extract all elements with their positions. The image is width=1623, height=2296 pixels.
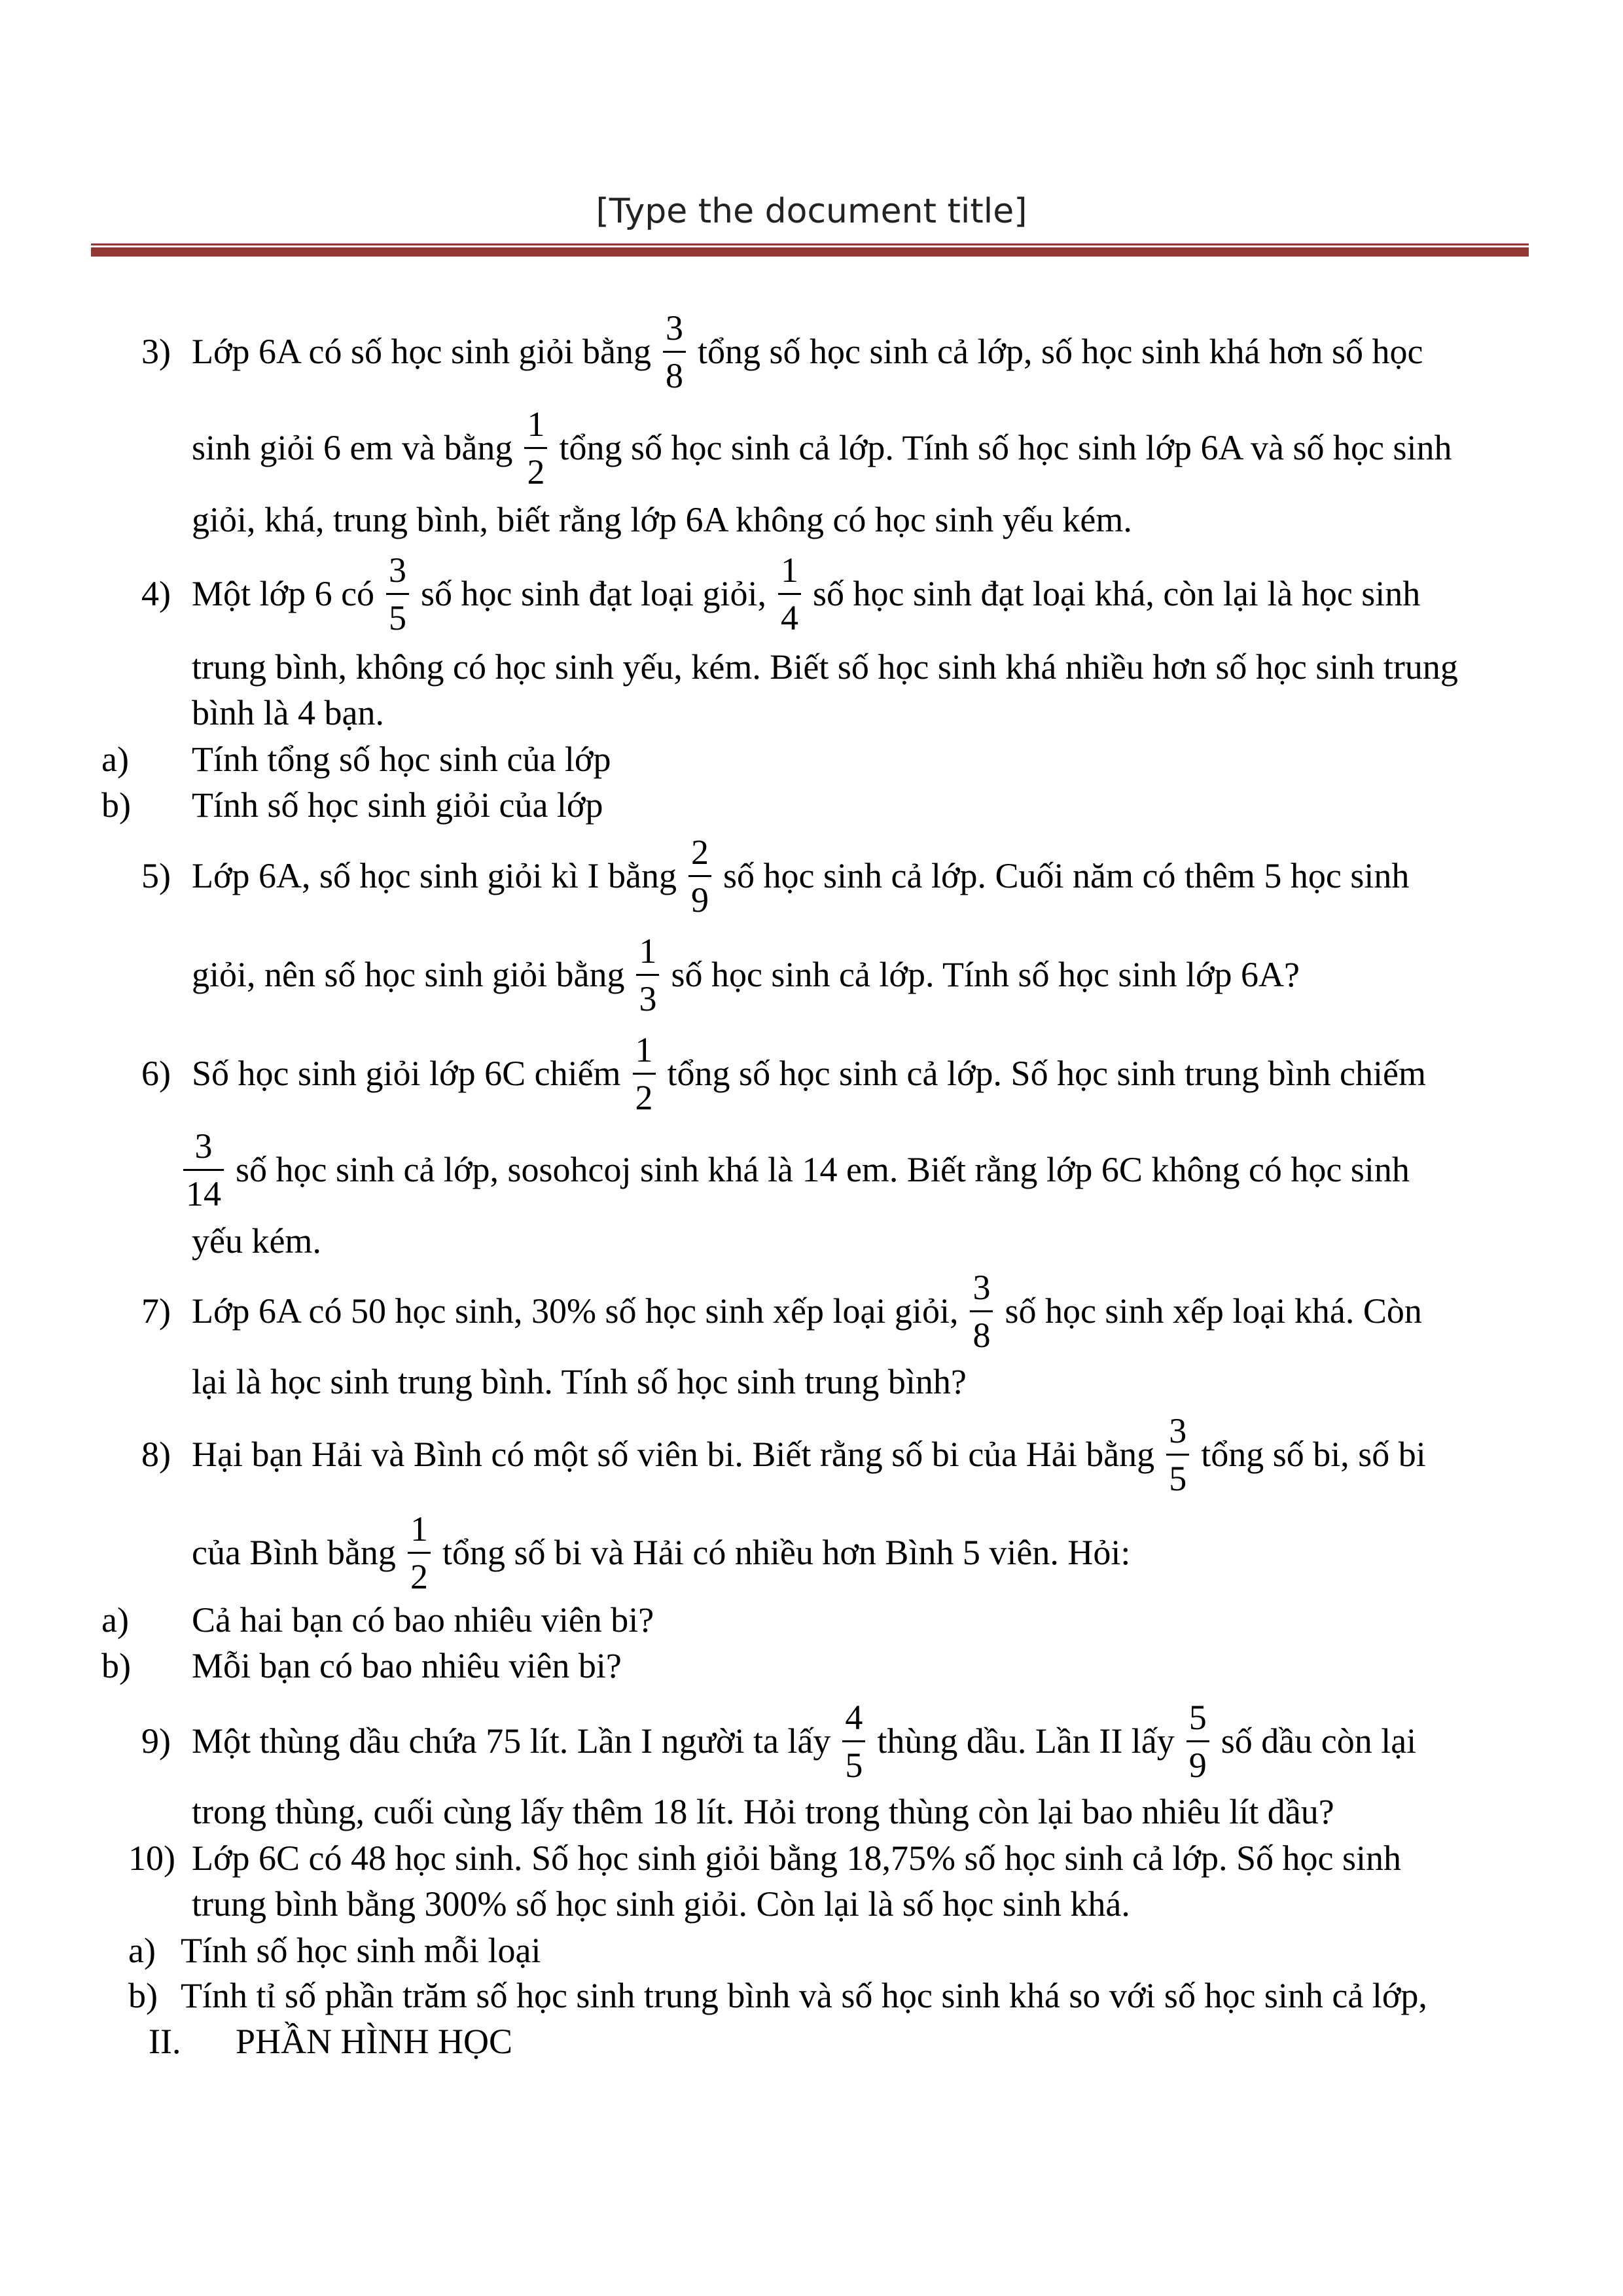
fraction-denominator: 2 [410,1556,428,1596]
fraction-numerator: 1 [527,404,545,444]
problem-5-line-2 [192,931,1300,1018]
problem-4-line-1 [192,550,1420,637]
problem-8-line-1 [192,1410,1426,1498]
fraction-denominator: 9 [1188,1745,1207,1785]
problem-7-text: Lớp 6A có 50 học sinh, 30% số học sinh xếp loại giỏi, [192,1291,959,1331]
fraction-denominator: 14 [186,1174,221,1213]
fraction-denominator: 5 [845,1745,863,1785]
problem-8-b-text: Mỗi bạn có bao nhiêu viên bi? [192,1646,622,1685]
fraction-2-9 [688,834,711,918]
problem-3-text: sinh giỏi 6 em và bằng [192,428,513,467]
fraction-numerator: 4 [845,1697,863,1737]
problem-9-line-1 [192,1697,1416,1785]
problem-9-text: số dầu còn lại [1221,1721,1417,1761]
problem-6-line-3: yếu kém. [192,1221,321,1261]
fraction-numerator: 3 [1169,1410,1187,1450]
problem-4-text: số học sinh đạt loại khá, còn lại là học sinh [813,574,1421,613]
problem-3-text: tổng số học sinh cả lớp. Tính số học sinh lớp 6A và số học sinh [559,428,1452,467]
problem-10-b-label: b) [128,1976,158,2015]
fraction-1-2 [524,406,547,490]
problem-7-line-1 [192,1267,1422,1355]
problem-6-text: số học sinh cả lớp, sosohcoj sinh khá là 14 em. Biết rằng lớp 6C không có học sinh [236,1150,1410,1189]
problem-5-text: số học sinh cả lớp. Tính số học sinh lớp 6A? [671,955,1300,994]
problem-10-a-label: a) [128,1931,156,1970]
problem-3-line-1 [192,308,1423,395]
problem-5-text: giỏi, nên số học sinh giỏi bằng [192,955,625,994]
fraction-numerator: 3 [389,550,407,590]
fraction-numerator: 3 [666,308,683,348]
problem-6-text: tổng số học sinh cả lớp. Số học sinh trung bình chiếm [667,1054,1426,1093]
fraction-3-8 [663,310,686,393]
problem-8-text: Hại bạn Hải và Bình có một số viên bi. Biết rằng số bi của Hải bằng [192,1435,1155,1474]
problem-7-line-2: lại là học sinh trung bình. Tính số học sinh trung bình? [192,1362,967,1401]
fraction-numerator: 1 [410,1509,428,1549]
problem-7-text: số học sinh xếp loại khá. Còn [1005,1291,1422,1331]
fraction-denominator: 9 [691,880,709,920]
fraction-denominator: 8 [666,355,683,395]
problem-6-number: 6) [141,1054,171,1093]
fraction-denominator: 2 [635,1077,653,1117]
problem-8-a-text: Cả hai bạn có bao nhiêu viên bi? [192,1600,654,1640]
problem-3-line-2 [192,404,1452,492]
fraction-1-2 [633,1032,656,1115]
problem-8-text: tổng số bi, số bi [1201,1435,1426,1474]
problem-3-line-3: giỏi, khá, trung bình, biết rằng lớp 6A không có học sinh yếu kém. [192,500,1132,539]
fraction-3-5 [1166,1410,1189,1498]
fraction-denominator: 8 [972,1315,991,1355]
fraction-denominator: 2 [527,452,545,492]
fraction-1-2 [408,1511,431,1594]
problem-9-number: 9) [141,1721,171,1761]
problem-9-line-2: trong thùng, cuối cùng lấy thêm 18 lít. Hỏi trong thùng còn lại bao nhiêu lít dầu? [192,1792,1334,1831]
problem-5-text: số học sinh cả lớp. Cuối năm có thêm 5 học sinh [723,856,1410,895]
problem-4-number: 4) [141,574,171,613]
fraction-numerator: 3 [194,1126,213,1166]
problem-8-text: của Bình bằng [192,1533,396,1572]
problem-4-b-label: b) [101,785,131,825]
problem-6-text: Số học sinh giỏi lớp 6C chiếm [192,1054,621,1093]
problem-3-text: Lớp 6A có số học sinh giỏi bằng [192,332,651,371]
fraction-denominator: 5 [389,598,407,637]
fraction-1-3 [636,933,659,1016]
fraction-denominator: 3 [639,978,657,1018]
fraction-3-8 [970,1267,993,1355]
problem-10-line-2: trung bình bằng 300% số học sinh giỏi. Còn lại là số học sinh khá. [192,1884,1130,1924]
problem-9-text: thùng dầu. Lần II lấy [877,1721,1175,1761]
problem-8-text: tổng số bi và Hải có nhiều hơn Bình 5 viên. Hỏi: [442,1533,1131,1572]
problem-8-line-2 [192,1509,1130,1596]
document-title: [Type the document title] [596,192,1027,231]
problem-10-b-text: Tính tỉ số phần trăm số học sinh trung bình và số học sinh khá so với số học sinh cả lớp, [181,1976,1427,2015]
fraction-3-14 [183,1128,224,1211]
fraction-numerator: 1 [639,931,657,971]
problem-4-b-text: Tính số học sinh giỏi của lớp [192,785,603,825]
problem-8-number: 8) [141,1435,171,1474]
problem-7-number: 7) [141,1291,171,1331]
fraction-5-9 [1186,1697,1209,1785]
problem-4-text: Một lớp 6 có [192,574,375,613]
fraction-denominator: 5 [1169,1458,1187,1498]
problem-6-line-1 [192,1030,1426,1117]
header-rule-thick [91,247,1529,257]
fraction-numerator: 1 [635,1030,653,1069]
problem-4-a-text: Tính tổng số học sinh của lớp [192,740,611,779]
problem-5-number: 5) [141,856,171,895]
problem-4-text: số học sinh đạt loại giỏi, [421,574,766,613]
problem-4-line-2: trung bình, không có học sinh yếu, kém. Biết số học sinh khá nhiều hơn số học sinh trung [192,647,1458,687]
problem-9-text: Một thùng dầu chứa 75 lít. Lần I người ta lấy [192,1721,831,1761]
header-rule-thin [91,243,1529,245]
problem-10-a-text: Tính số học sinh mỗi loại [181,1931,541,1970]
problem-8-a-label: a) [101,1600,129,1640]
problem-5-line-1 [192,832,1409,920]
section-2-title: PHẦN HÌNH HỌC [236,2022,513,2061]
fraction-4-5 [842,1697,865,1785]
fraction-numerator: 3 [972,1267,991,1307]
problem-8-b-label: b) [101,1646,131,1685]
problem-4-a-label: a) [101,740,129,779]
section-2-number: II. [149,2022,181,2061]
fraction-numerator: 1 [781,550,798,590]
problem-6-line-2 [183,1126,1410,1213]
problem-3-number: 3) [141,332,171,371]
fraction-numerator: 2 [691,832,709,872]
problem-5-text: Lớp 6A, số học sinh giỏi kì I bằng [192,856,677,895]
fraction-3-5 [386,552,409,636]
problem-10-number: 10) [128,1839,175,1878]
problem-3-text: tổng số học sinh cả lớp, số học sinh khá hơn số học [698,332,1423,371]
problem-10-line-1: Lớp 6C có 48 học sinh. Số học sinh giỏi bằng 18,75% số học sinh cả lớp. Số học sinh [192,1839,1401,1878]
fraction-1-4 [778,552,801,636]
problem-4-line-3: bình là 4 bạn. [192,693,384,732]
fraction-numerator: 5 [1188,1697,1207,1737]
fraction-denominator: 4 [781,598,798,637]
